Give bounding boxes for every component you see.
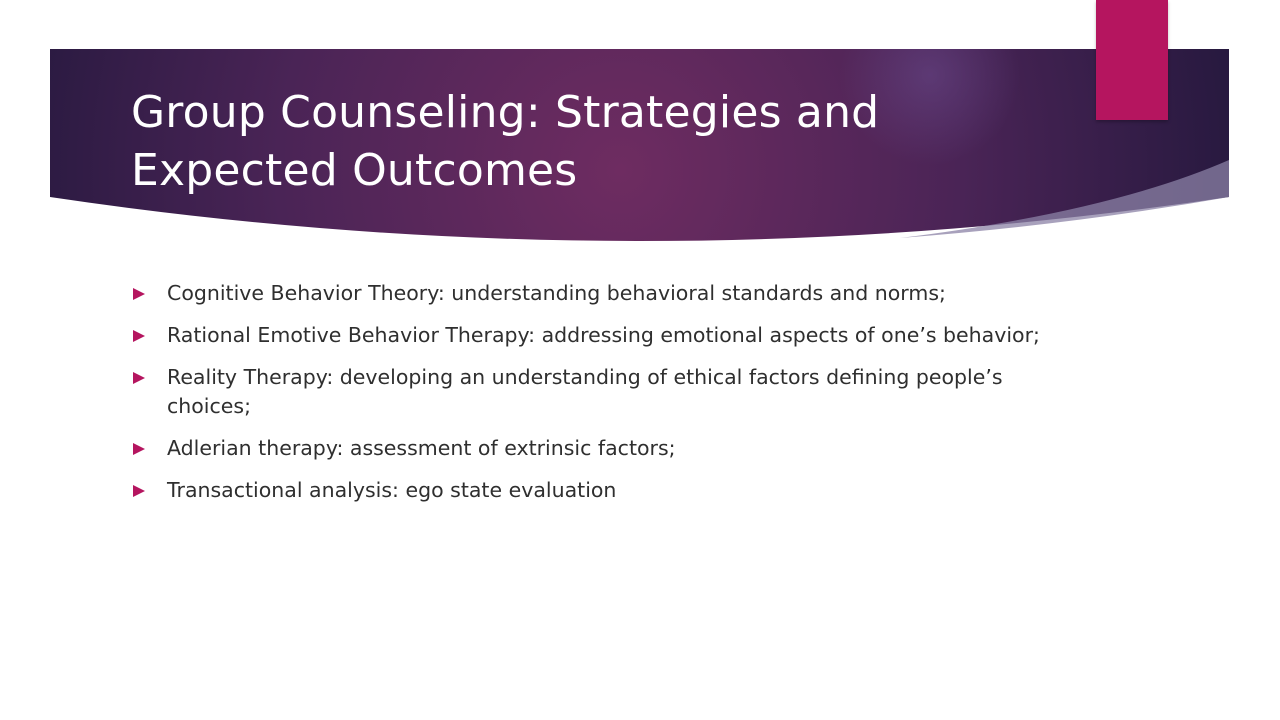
bullet-text: Cognitive Behavior Theory: understanding behavioral standards and norms;: [167, 281, 946, 305]
slide-title: [131, 84, 1031, 200]
title-line-1: Group Counseling: Strategies and: [131, 87, 880, 138]
triangle-right-icon: [131, 363, 167, 392]
bullet-text: Reality Therapy: developing an understanding of ethical factors defining people’s choices;: [167, 365, 1003, 418]
list-item: [131, 476, 1051, 505]
bullet-text: Adlerian therapy: assessment of extrinsic factors;: [167, 436, 676, 460]
accent-tab: [1096, 0, 1168, 120]
triangle-right-icon: [131, 279, 167, 308]
list-item: [131, 363, 1051, 421]
bullet-list: [131, 279, 1051, 518]
triangle-right-icon: [131, 476, 167, 505]
triangle-right-icon: [131, 434, 167, 463]
bullet-text: Rational Emotive Behavior Therapy: addressing emotional aspects of one’s behavior;: [167, 323, 1040, 347]
triangle-right-icon: [131, 321, 167, 350]
title-line-2: Expected Outcomes: [131, 145, 578, 196]
list-item: [131, 279, 1051, 308]
list-item: [131, 321, 1051, 350]
list-item: [131, 434, 1051, 463]
bullet-text: Transactional analysis: ego state evaluation: [167, 478, 617, 502]
